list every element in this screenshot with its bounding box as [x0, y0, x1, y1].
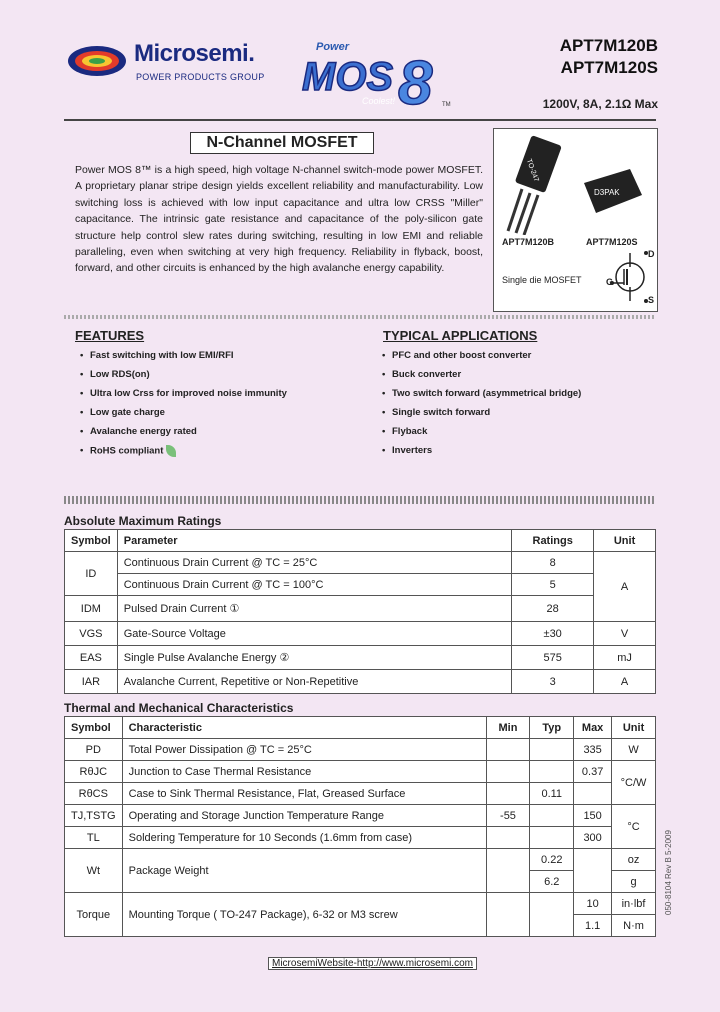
- microsemi-logo: [66, 40, 276, 92]
- pin-gate: G: [606, 277, 614, 287]
- mosfet-symbol-icon: [606, 247, 654, 305]
- symbol-cell: Wt: [65, 849, 123, 893]
- applications-list: [380, 350, 656, 464]
- table-row: [65, 805, 656, 827]
- symbol-cell: RθJC: [65, 761, 123, 783]
- mos-tm-text: TM: [442, 102, 451, 108]
- website-link[interactable]: MicrosemiWebsite-http://www.microsemi.com: [268, 957, 477, 970]
- unit-cell: A: [594, 552, 656, 622]
- application-item: • Two switch forward (asymmetrical bridge): [380, 388, 656, 407]
- table-section-divider: [64, 496, 656, 504]
- min-cell: -55: [486, 805, 530, 827]
- min-cell: [486, 893, 530, 937]
- max-cell: 0.37: [574, 761, 612, 783]
- die-label: Single die MOSFET: [502, 275, 582, 285]
- symbol-cell: EAS: [65, 646, 118, 670]
- application-item: • Buck converter: [380, 369, 656, 388]
- max-cell: [574, 849, 612, 893]
- characteristic-cell: Case to Sink Thermal Resistance, Flat, Greased Surface: [122, 783, 486, 805]
- header-typ: Typ: [530, 717, 574, 739]
- unit-cell: W: [612, 739, 656, 761]
- table-row: [65, 596, 656, 622]
- product-description: Power MOS 8™ is a high speed, high voltage N-channel switch-mode power MOSFET. A proprietary planar stripe design yields excellent reliability and manufacturability. Low switching loss is achieved with low input capacitance and ultra low CRSS "Miller" capacitance. The intrinsic gate resistance and capacitance of the poly-silicon gate structure help control slew rates during switching, resulting in low EMI and reliable paralleling, even when switching at very high frequency. Reliability in flyback, boost, forward, and other circuits is enhanced by the high avalanche energy capability.: [75, 164, 483, 275]
- mos-power-text: Power: [316, 41, 350, 53]
- table-row: [65, 827, 656, 849]
- header-divider: [64, 119, 656, 121]
- characteristic-cell: Junction to Case Thermal Resistance: [122, 761, 486, 783]
- value-cell: 28: [512, 596, 594, 622]
- header-characteristic: Characteristic: [122, 717, 486, 739]
- min-cell: [486, 761, 530, 783]
- header-parameter: Parameter: [117, 530, 512, 552]
- thermal-title: Thermal and Mechanical Characteristics: [64, 701, 294, 715]
- max-cell: 300: [574, 827, 612, 849]
- voltage-current-rating: 1200V, 8A, 2.1Ω Max: [542, 97, 658, 111]
- mos-eight-text: 8: [398, 49, 433, 112]
- symbol-cell: IDM: [65, 596, 118, 622]
- table-row: [65, 783, 656, 805]
- package-illustration-box: [493, 128, 658, 312]
- unit-cell: A: [594, 670, 656, 694]
- part-number-s: APT7M120S: [560, 58, 658, 77]
- table-row: [65, 739, 656, 761]
- typ-cell: 6.2: [530, 871, 574, 893]
- unit-cell: g: [612, 871, 656, 893]
- application-item: • Flyback: [380, 426, 656, 445]
- value-cell: 575: [512, 646, 594, 670]
- table-header-row: [65, 530, 656, 552]
- max-cell: 335: [574, 739, 612, 761]
- brand-subtitle: POWER PRODUCTS GROUP: [136, 72, 265, 82]
- max-cell: 1.1: [574, 915, 612, 937]
- symbol-cell: TL: [65, 827, 123, 849]
- table-row: [65, 893, 656, 915]
- abs-max-table: [64, 529, 656, 694]
- table-header-row: [65, 717, 656, 739]
- to247-package-icon: [500, 135, 570, 235]
- parameter-cell: Continuous Drain Current @ TC = 25°C: [117, 552, 512, 574]
- table-row: [65, 849, 656, 871]
- feature-item: • Ultra low Crss for improved noise immunity: [78, 388, 368, 407]
- brand-name: Microsemi.: [134, 40, 255, 67]
- typ-cell: [530, 805, 574, 827]
- power-mos8-logo: [298, 38, 458, 112]
- header-min: Min: [486, 717, 530, 739]
- typ-cell: 0.11: [530, 783, 574, 805]
- unit-cell: V: [594, 622, 656, 646]
- section-divider: [64, 315, 656, 319]
- parameter-cell: Gate-Source Voltage: [117, 622, 512, 646]
- package-label-s: APT7M120S: [586, 237, 638, 247]
- abs-max-title: Absolute Maximum Ratings: [64, 514, 222, 528]
- mos-coolest-text: Coolest!: [362, 96, 396, 106]
- application-item: • PFC and other boost converter: [380, 350, 656, 369]
- header-ratings: Ratings: [512, 530, 594, 552]
- device-type-title: N-Channel MOSFET: [190, 132, 374, 154]
- features-list: [78, 350, 368, 464]
- symbol-cell: VGS: [65, 622, 118, 646]
- table-row: [65, 622, 656, 646]
- characteristic-cell: Total Power Dissipation @ TC = 25°C: [122, 739, 486, 761]
- pin-source: S: [648, 295, 655, 305]
- header-unit: Unit: [594, 530, 656, 552]
- header-symbol: Symbol: [65, 717, 123, 739]
- unit-cell: mJ: [594, 646, 656, 670]
- min-cell: [486, 849, 530, 893]
- table-row: [65, 670, 656, 694]
- min-cell: [486, 783, 530, 805]
- microsemi-swirl-icon: [66, 44, 128, 78]
- symbol-cell: IAR: [65, 670, 118, 694]
- parameter-cell: Avalanche Current, Repetitive or Non-Repetitive: [117, 670, 512, 694]
- typ-cell: [530, 827, 574, 849]
- symbol-cell: PD: [65, 739, 123, 761]
- d3pak-label: D3PAK: [594, 188, 620, 197]
- table-row: [65, 574, 656, 596]
- feature-item: • Avalanche energy rated: [78, 426, 368, 445]
- feature-item: • Low gate charge: [78, 407, 368, 426]
- value-cell: 5: [512, 574, 594, 596]
- application-item: • Inverters: [380, 445, 656, 464]
- symbol-cell: ID: [65, 552, 118, 596]
- package-label-b: APT7M120B: [502, 237, 555, 247]
- unit-cell: °C/W: [612, 761, 656, 805]
- parameter-cell: Continuous Drain Current @ TC = 100°C: [117, 574, 512, 596]
- typ-cell: [530, 893, 574, 937]
- min-cell: [486, 827, 530, 849]
- unit-cell: °C: [612, 805, 656, 849]
- value-cell: 3: [512, 670, 594, 694]
- table-row: [65, 646, 656, 670]
- mos-text: MOS: [302, 55, 394, 99]
- to247-label: TO-247: [524, 158, 540, 183]
- pin-drain: D: [648, 249, 655, 259]
- unit-cell: in·lbf: [612, 893, 656, 915]
- table-row: [65, 761, 656, 783]
- part-number-b: APT7M120B: [559, 36, 658, 55]
- document-number: 050-8104 Rev B 5-2009: [664, 830, 673, 915]
- d3pak-package-icon: [580, 165, 646, 221]
- max-cell: 150: [574, 805, 612, 827]
- parameter-cell: Single Pulse Avalanche Energy ②: [117, 646, 512, 670]
- thermal-table: [64, 716, 656, 937]
- symbol-cell: TJ,TSTG: [65, 805, 123, 827]
- unit-cell: oz: [612, 849, 656, 871]
- characteristic-cell: Mounting Torque ( TO-247 Package), 6-32 or M3 screw: [122, 893, 486, 937]
- applications-title: TYPICAL APPLICATIONS: [383, 328, 538, 343]
- header-symbol: Symbol: [65, 530, 118, 552]
- value-cell: 8: [512, 552, 594, 574]
- table-row: [65, 552, 656, 574]
- typ-cell: [530, 739, 574, 761]
- typ-cell: [530, 761, 574, 783]
- header-unit: Unit: [612, 717, 656, 739]
- feature-item: • Fast switching with low EMI/RFI: [78, 350, 368, 369]
- characteristic-cell: Package Weight: [122, 849, 486, 893]
- typ-cell: 0.22: [530, 849, 574, 871]
- rohs-leaf-icon: [166, 445, 176, 457]
- application-item: • Single switch forward: [380, 407, 656, 426]
- max-cell: 10: [574, 893, 612, 915]
- characteristic-cell: Operating and Storage Junction Temperature Range: [122, 805, 486, 827]
- symbol-cell: Torque: [65, 893, 123, 937]
- feature-item: • RoHS compliant: [78, 445, 368, 464]
- characteristic-cell: Soldering Temperature for 10 Seconds (1.6mm from case): [122, 827, 486, 849]
- features-title: FEATURES: [75, 328, 145, 343]
- unit-cell: N·m: [612, 915, 656, 937]
- header-max: Max: [574, 717, 612, 739]
- value-cell: ±30: [512, 622, 594, 646]
- parameter-cell: Pulsed Drain Current ①: [117, 596, 512, 622]
- min-cell: [486, 739, 530, 761]
- max-cell: [574, 783, 612, 805]
- feature-item: • Low RDS(on): [78, 369, 368, 388]
- symbol-cell: RθCS: [65, 783, 123, 805]
